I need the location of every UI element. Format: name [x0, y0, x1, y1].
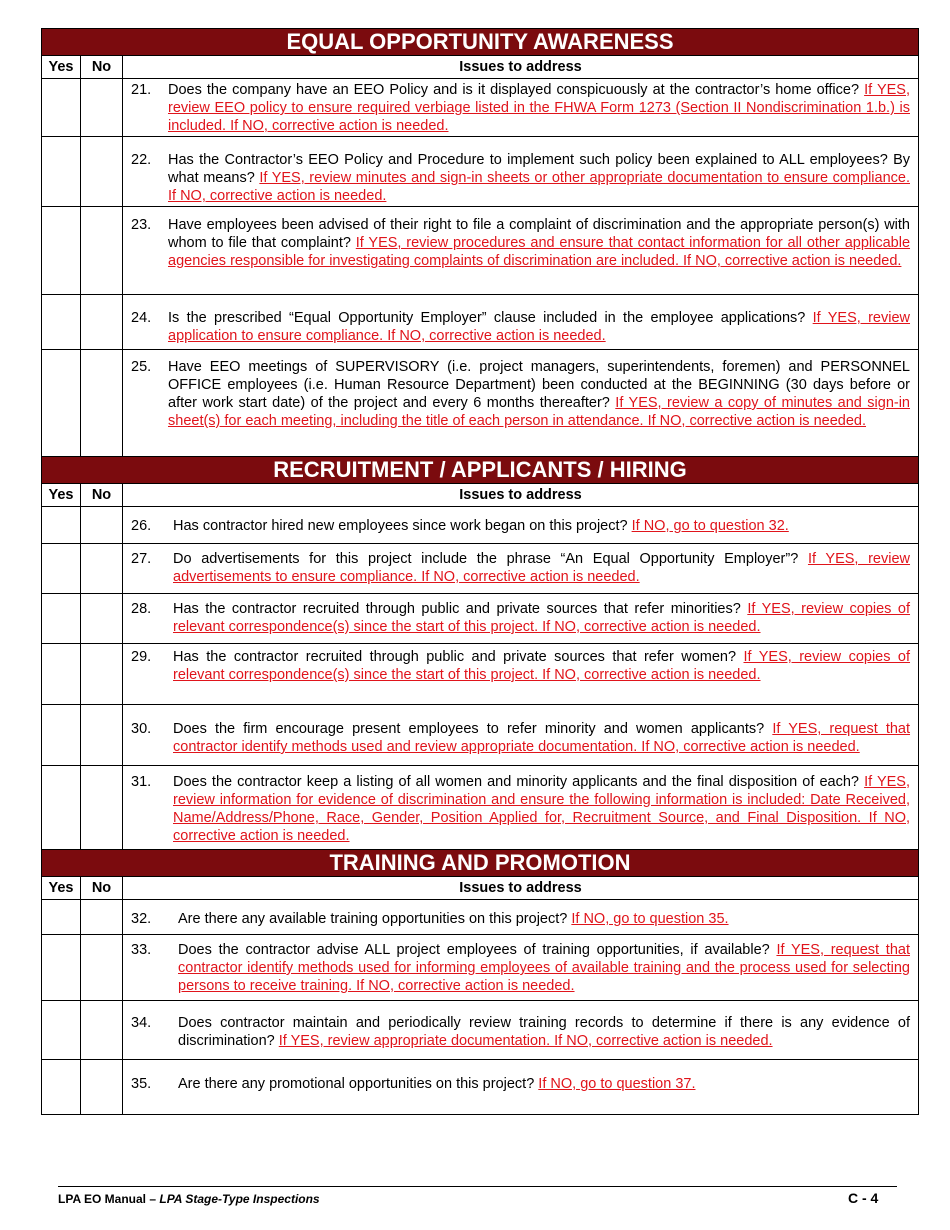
- question-text: [178, 941, 910, 995]
- no-checkbox-cell[interactable]: [81, 594, 123, 644]
- no-checkbox-cell[interactable]: [81, 507, 123, 544]
- corrective-action-note: If YES, review a copy of minutes and sign-in sheet(s) for each meeting, including the title of each person in attendance. If NO, corrective action is needed.: [168, 395, 910, 429]
- yes-checkbox-cell[interactable]: [42, 705, 81, 766]
- question-number: 33.: [131, 942, 152, 958]
- section-title: EQUAL OPPORTUNITY AWARENESS: [42, 29, 919, 56]
- question-cell: [123, 1001, 919, 1060]
- yes-checkbox-cell[interactable]: [42, 1001, 81, 1060]
- no-checkbox-cell[interactable]: [81, 350, 123, 457]
- question-text: [168, 358, 910, 430]
- section-title: TRAINING AND PROMOTION: [42, 850, 919, 877]
- question-cell: [123, 935, 919, 1001]
- question-number: 25.: [131, 359, 152, 375]
- yes-checkbox-cell[interactable]: [42, 935, 81, 1001]
- yes-checkbox-cell[interactable]: [42, 507, 81, 544]
- question-body: Has the Contractor’s EEO Policy and Procedure to implement such policy been explained to ALL employees? By what means?: [168, 152, 910, 186]
- yes-column-header: Yes: [42, 484, 81, 507]
- footer-manual-title: [58, 1192, 320, 1206]
- question-text: [168, 216, 910, 270]
- yes-checkbox-cell[interactable]: [42, 79, 81, 137]
- question-cell: [123, 137, 919, 207]
- issues-column-header: Issues to address: [123, 484, 919, 507]
- corrective-action-note: If YES, review advertisements to ensure compliance. If NO, corrective action is needed.: [173, 551, 911, 585]
- question-body: Are there any promotional opportunities on this project?: [178, 1076, 535, 1092]
- question-number: 34.: [131, 1015, 152, 1031]
- corrective-action-note: If YES, review application to ensure compliance. If NO, corrective action is needed.: [168, 310, 911, 344]
- question-cell: [123, 207, 919, 295]
- question-cell: [123, 594, 919, 644]
- no-checkbox-cell[interactable]: [81, 644, 123, 705]
- question-cell: [123, 766, 919, 850]
- no-checkbox-cell[interactable]: [81, 900, 123, 935]
- no-checkbox-cell[interactable]: [81, 295, 123, 350]
- section-title: RECRUITMENT / APPLICANTS / HIRING: [42, 457, 919, 484]
- question-number: 30.: [131, 721, 152, 737]
- column-header-row: [42, 877, 919, 900]
- yes-checkbox-cell[interactable]: [42, 1060, 81, 1115]
- corrective-action-note: If YES, review minutes and sign-in sheets or other appropriate documentation to ensure compliance. If NO, corrective action is needed.: [168, 170, 910, 204]
- corrective-action-note: If YES, review copies of relevant correspondence(s) since the start of this project. If NO, corrective action is needed.: [173, 601, 911, 635]
- corrective-action-note: If YES, review EEO policy to ensure required verbiage listed in the FHWA Form 1273 (Section II Nondiscrimination 1.b.) is included. If NO, corrective action is needed.: [168, 82, 910, 134]
- question-cell: [123, 900, 919, 935]
- question-row: [42, 594, 919, 644]
- question-cell: [123, 295, 919, 350]
- question-body: Does the contractor advise ALL project employees of training opportunities, if available?: [178, 942, 770, 958]
- question-row: [42, 1060, 919, 1115]
- section-header-row: [42, 29, 919, 56]
- no-column-header: No: [81, 877, 123, 900]
- corrective-action-note: If YES, review copies of relevant correspondence(s) since the start of this project. If NO, corrective action is needed.: [173, 649, 911, 683]
- question-number: 29.: [131, 649, 152, 665]
- question-body: Does the contractor keep a listing of all women and minority applicants and the final disposition of each?: [173, 774, 859, 790]
- question-row: [42, 1001, 919, 1060]
- yes-checkbox-cell[interactable]: [42, 207, 81, 295]
- question-body: Are there any available training opportunities on this project?: [178, 911, 568, 927]
- question-text: [173, 720, 910, 756]
- question-row: [42, 350, 919, 457]
- question-number: 21.: [131, 82, 152, 98]
- question-row: [42, 507, 919, 544]
- footer-manual: LPA EO Manual –: [58, 1192, 157, 1206]
- corrective-action-note: If YES, review procedures and ensure that contact information for all other applicable agencies responsible for investigating complaints of discrimination are included. If NO, corrective action is needed.: [168, 235, 911, 269]
- question-text: [178, 1014, 910, 1050]
- question-row: [42, 935, 919, 1001]
- question-number: 26.: [131, 518, 152, 534]
- question-row: [42, 295, 919, 350]
- question-body: Has contractor hired new employees since work began on this project?: [173, 518, 628, 534]
- no-checkbox-cell[interactable]: [81, 935, 123, 1001]
- question-number: 27.: [131, 551, 152, 567]
- column-header-row: [42, 56, 919, 79]
- yes-checkbox-cell[interactable]: [42, 766, 81, 850]
- question-cell: [123, 644, 919, 705]
- question-row: [42, 900, 919, 935]
- question-number: 32.: [131, 911, 152, 927]
- no-checkbox-cell[interactable]: [81, 207, 123, 295]
- question-text: [173, 600, 910, 636]
- question-row: [42, 544, 919, 594]
- no-column-header: No: [81, 56, 123, 79]
- question-row: [42, 79, 919, 137]
- question-body: Have employees been advised of their right to file a complaint of discrimination and the appropriate person(s) with whom to file that complaint?: [168, 217, 910, 251]
- question-text: [173, 773, 910, 845]
- question-number: 31.: [131, 774, 152, 790]
- no-checkbox-cell[interactable]: [81, 544, 123, 594]
- question-row: [42, 705, 919, 766]
- question-row: [42, 207, 919, 295]
- question-body: Have EEO meetings of SUPERVISORY (i.e. project managers, superintendents, foremen) and PERSONNEL OFFICE employees (i.e. Human Resource Department) been conducted at the BEGINNING (30 days before or after work start date) of the project and every 6 months thereafter?: [168, 359, 910, 411]
- issues-column-header: Issues to address: [123, 56, 919, 79]
- question-text: [168, 309, 910, 345]
- question-body: Has the contractor recruited through public and private sources that refer women?: [173, 649, 737, 665]
- no-checkbox-cell[interactable]: [81, 79, 123, 137]
- corrective-action-note: If NO, go to question 32.: [631, 518, 789, 534]
- question-cell: [123, 79, 919, 137]
- question-cell: [123, 350, 919, 457]
- yes-checkbox-cell[interactable]: [42, 644, 81, 705]
- footer-subtitle: LPA Stage-Type Inspections: [159, 1192, 320, 1206]
- no-checkbox-cell[interactable]: [81, 137, 123, 207]
- question-text: [178, 910, 910, 928]
- question-number: 24.: [131, 310, 152, 326]
- corrective-action-note: If NO, go to question 37.: [538, 1076, 696, 1092]
- question-row: [42, 644, 919, 705]
- question-body: Has the contractor recruited through public and private sources that refer minorities?: [173, 601, 741, 617]
- question-text: [168, 151, 910, 205]
- corrective-action-note: If YES, review information for evidence of discrimination and ensure the following information is included: Date Received, Name/Address/Phone, Race, Gender, Position Applied for, Recruitment Source, and Final Disposition. If NO, corrective action is needed.: [173, 774, 910, 844]
- corrective-action-note: If NO, go to question 35.: [571, 911, 729, 927]
- yes-column-header: Yes: [42, 56, 81, 79]
- no-column-header: No: [81, 484, 123, 507]
- no-checkbox-cell[interactable]: [81, 766, 123, 850]
- question-body: Does the company have an EEO Policy and is it displayed conspicuously at the contractor’s home office?: [168, 82, 860, 98]
- issues-column-header: Issues to address: [123, 877, 919, 900]
- question-cell: [123, 544, 919, 594]
- footer-divider: [58, 1186, 897, 1187]
- question-cell: [123, 507, 919, 544]
- yes-checkbox-cell[interactable]: [42, 295, 81, 350]
- no-checkbox-cell[interactable]: [81, 1060, 123, 1115]
- question-text: [168, 81, 910, 135]
- inspection-form-table: [41, 28, 919, 1115]
- section-header-row: [42, 457, 919, 484]
- question-number: 28.: [131, 601, 152, 617]
- question-number: 23.: [131, 217, 152, 233]
- page-number: C - 4: [848, 1190, 879, 1206]
- question-text: [173, 648, 910, 684]
- question-text: [178, 1075, 910, 1093]
- question-text: [173, 517, 910, 535]
- yes-checkbox-cell[interactable]: [42, 544, 81, 594]
- question-body: Does contractor maintain and periodically review training records to determine if there is any evidence of discrimination?: [178, 1015, 910, 1049]
- yes-checkbox-cell[interactable]: [42, 350, 81, 457]
- question-row: [42, 766, 919, 850]
- question-row: [42, 137, 919, 207]
- question-number: 35.: [131, 1076, 152, 1092]
- section-header-row: [42, 850, 919, 877]
- corrective-action-note: If YES, request that contractor identify methods used and review appropriate documentation. If NO, corrective action is needed.: [173, 721, 911, 755]
- question-body: Is the prescribed “Equal Opportunity Employer” clause included in the employee applications?: [168, 310, 806, 326]
- question-cell: [123, 1060, 919, 1115]
- yes-checkbox-cell[interactable]: [42, 594, 81, 644]
- question-body: Do advertisements for this project include the phrase “An Equal Opportunity Employer”?: [173, 551, 799, 567]
- corrective-action-note: If YES, request that contractor identify methods used for informing employees of available training and the process used for selecting persons to receive training. If NO, corrective action is needed.: [178, 942, 910, 994]
- question-body: Does the firm encourage present employees to refer minority and women applicants?: [173, 721, 765, 737]
- question-cell: [123, 705, 919, 766]
- no-checkbox-cell[interactable]: [81, 705, 123, 766]
- column-header-row: [42, 484, 919, 507]
- question-text: [173, 550, 910, 586]
- yes-checkbox-cell[interactable]: [42, 137, 81, 207]
- question-number: 22.: [131, 152, 152, 168]
- corrective-action-note: If YES, review appropriate documentation. If NO, corrective action is needed.: [278, 1033, 773, 1049]
- yes-column-header: Yes: [42, 877, 81, 900]
- no-checkbox-cell[interactable]: [81, 1001, 123, 1060]
- yes-checkbox-cell[interactable]: [42, 900, 81, 935]
